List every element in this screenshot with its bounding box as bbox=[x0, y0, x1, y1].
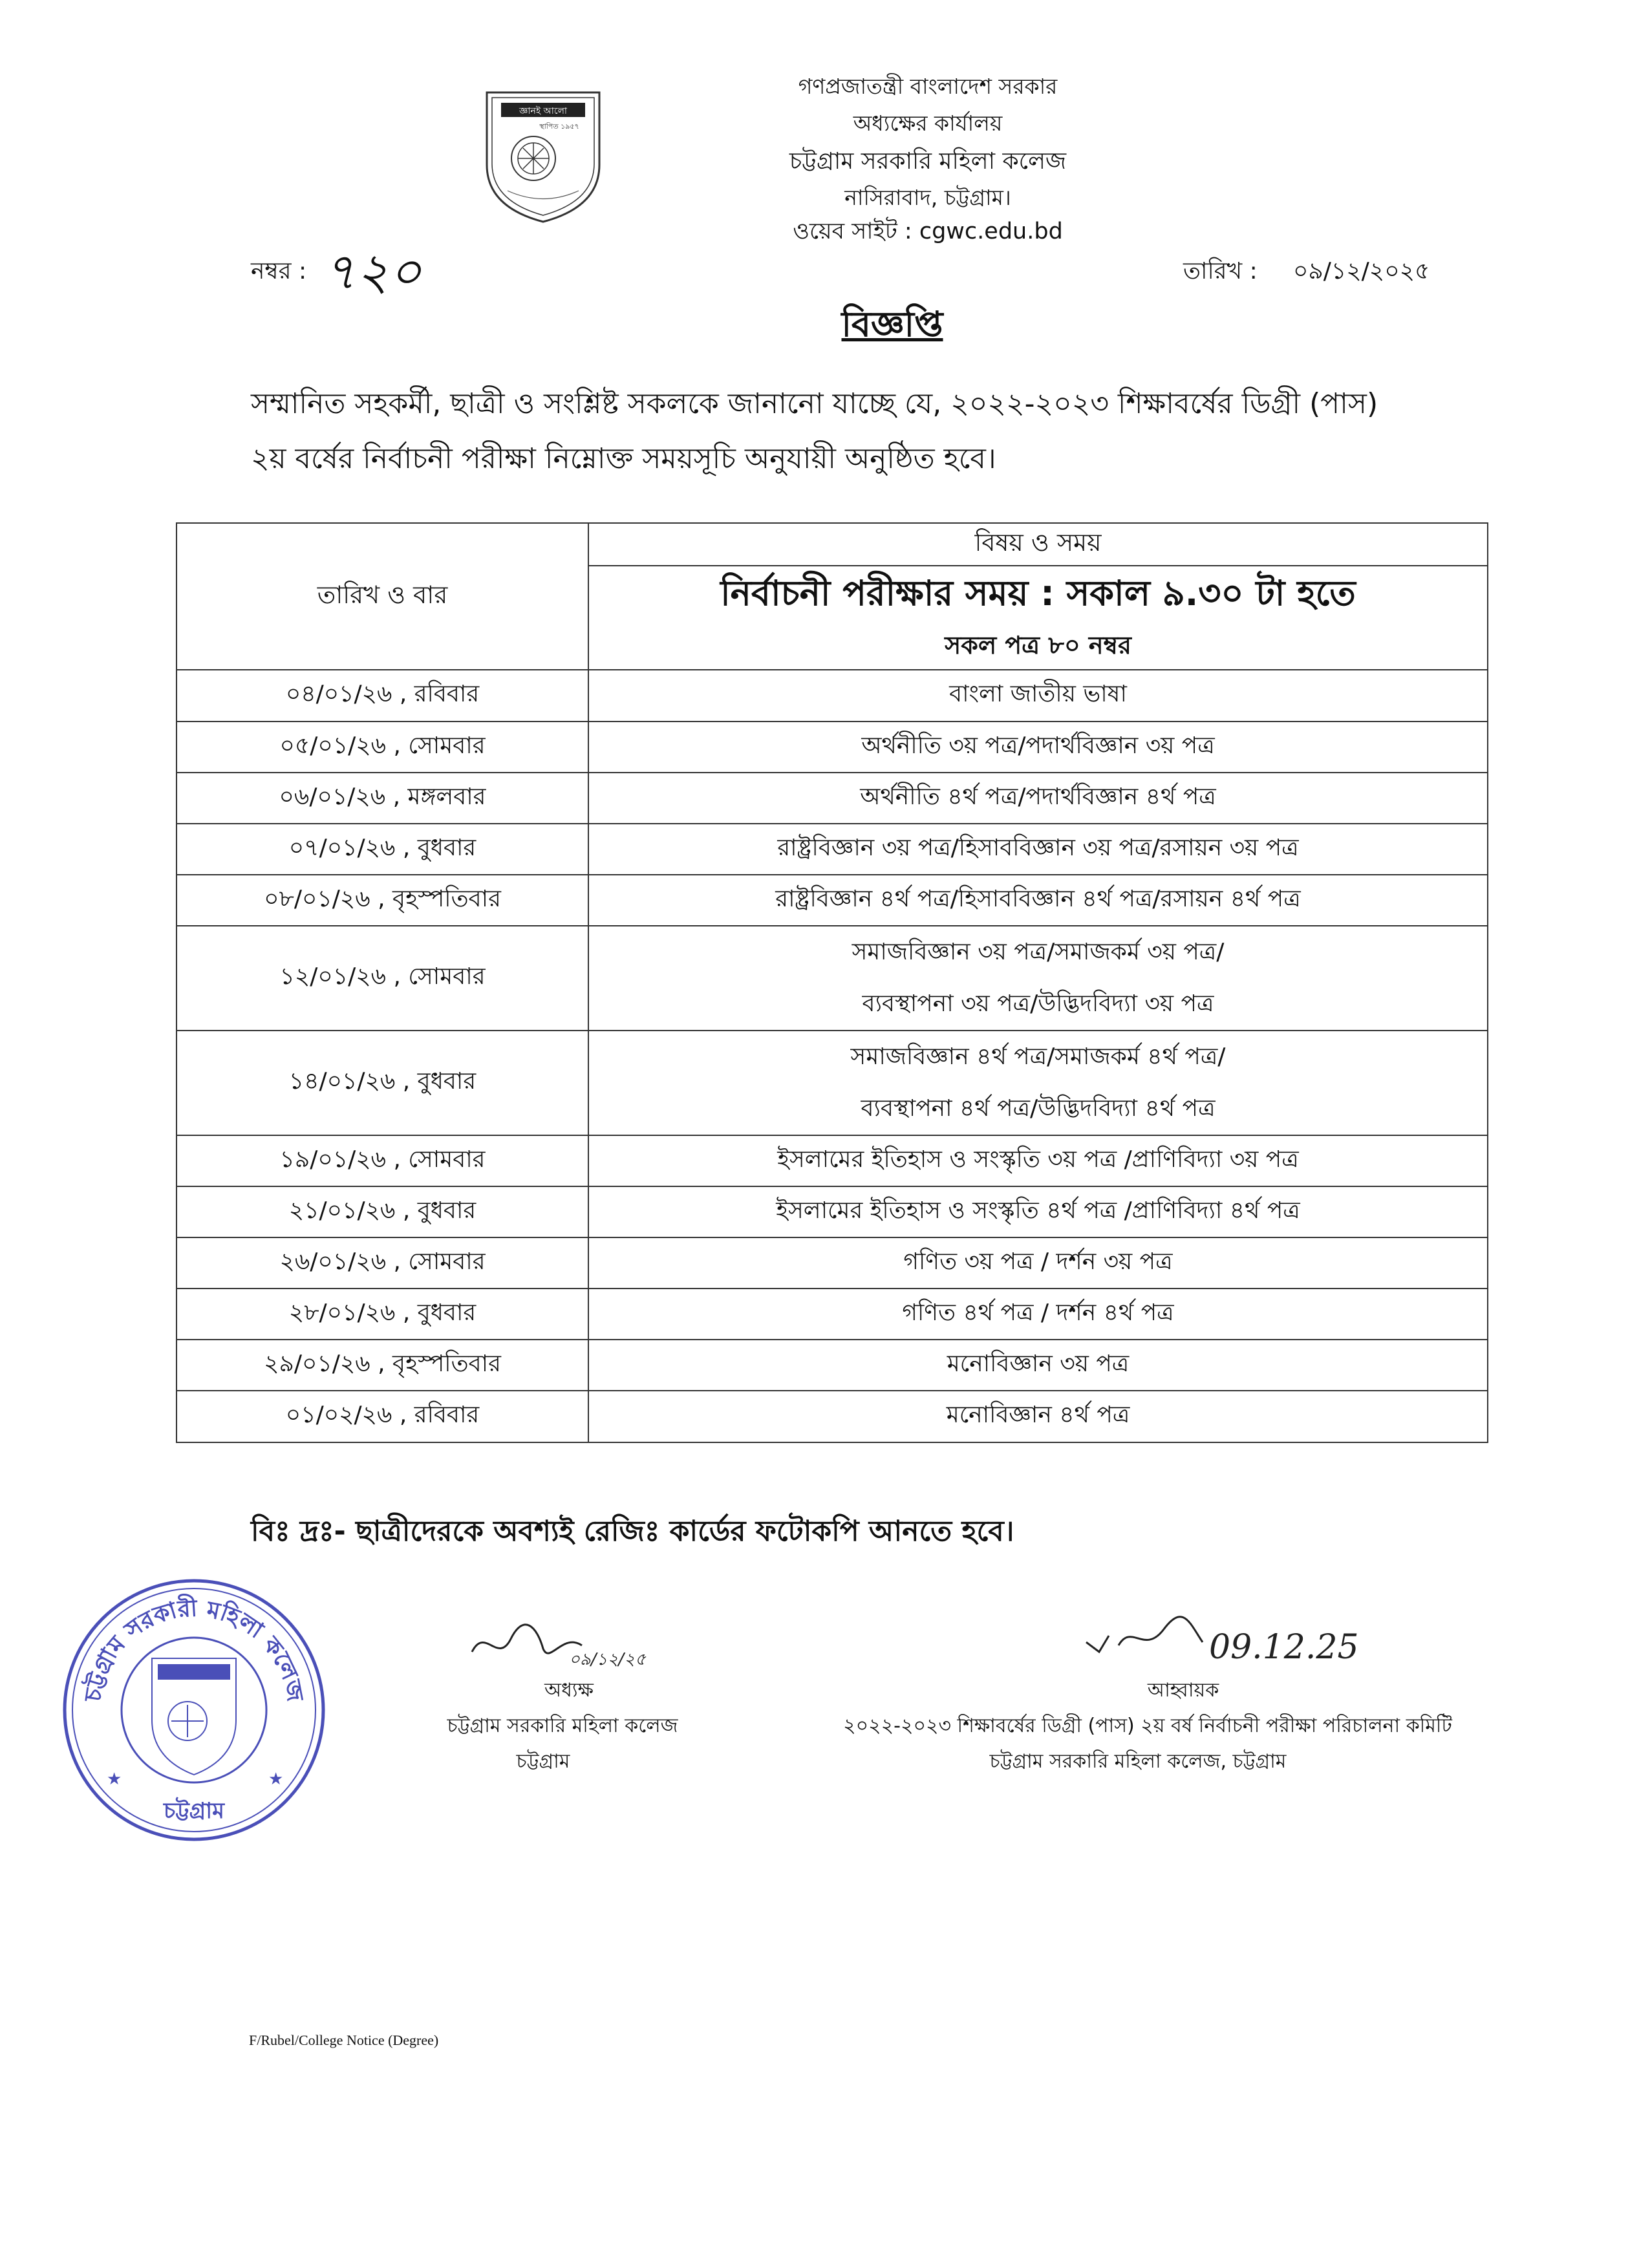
table-row bbox=[177, 773, 1488, 824]
row-subject: ইসলামের ইতিহাস ও সংস্কৃতি ৪র্থ পত্র /প্রাণিবিদ্যা ৪র্থ পত্র bbox=[588, 1186, 1488, 1237]
principal-org: চট্টগ্রাম সরকারি মহিলা কলেজ bbox=[447, 1715, 678, 1737]
table-row bbox=[177, 1391, 1488, 1442]
principal-title: অধ্যক্ষ bbox=[544, 1679, 594, 1702]
intro-line-2: ২য় বর্ষের নির্বাচনী পরীক্ষা নিম্নোক্ত সময়সূচি অনুযায়ী অনুষ্ঠিত হবে। bbox=[251, 442, 996, 475]
table-row bbox=[177, 926, 1488, 1031]
row-date: ০৮/০১/২৬ , বৃহস্পতিবার bbox=[177, 875, 588, 926]
row-subject bbox=[588, 926, 1488, 1031]
row-date: ২৯/০১/২৬ , বৃহস্পতিবার bbox=[177, 1340, 588, 1391]
row-subject bbox=[588, 1031, 1488, 1135]
row-date: ১৯/০১/২৬ , সোমবার bbox=[177, 1135, 588, 1186]
college-address: নাসিরাবাদ, চট্টগ্রাম। bbox=[844, 185, 1011, 210]
row-subject: অর্থনীতি ৩য় পত্র/পদার্থবিজ্ঞান ৩য় পত্র bbox=[588, 722, 1488, 773]
office-header: অধ্যক্ষের কার্যালয় bbox=[853, 111, 1003, 136]
principal-signature bbox=[459, 1613, 653, 1678]
row-subject: গণিত ৪র্থ পত্র / দর্শন ৪র্থ পত্র bbox=[588, 1289, 1488, 1340]
row-subject: রাষ্ট্রবিজ্ঞান ৩য় পত্র/হিসাববিজ্ঞান ৩য় পত্র/রসায়ন ৩য় পত্র bbox=[588, 824, 1488, 875]
committee-name: ২০২২-২০২৩ শিক্ষাবর্ষের ডিগ্রী (পাস) ২য় বর্ষ নির্বাচনী পরীক্ষা পরিচালনা কমিটি bbox=[843, 1715, 1452, 1737]
date-label: তারিখ : bbox=[1183, 258, 1258, 284]
row-date: ০৫/০১/২৬ , সোমবার bbox=[177, 722, 588, 773]
college-logo bbox=[482, 87, 605, 226]
table-row bbox=[177, 1237, 1488, 1289]
file-reference-footer: F/Rubel/College Notice (Degree) bbox=[249, 2032, 439, 2048]
row-subject-line-2: ব্যবস্থাপনা ৪র্থ পত্র/উদ্ভিদবিদ্যা ৪র্থ পত্র bbox=[861, 1095, 1216, 1122]
row-subject: বাংলা জাতীয় ভাষা bbox=[588, 670, 1488, 722]
logo-year: স্থাপিত ১৯৫৭ bbox=[539, 122, 579, 131]
college-name: চট্টগ্রাম সরকারি মহিলা কলেজ bbox=[789, 148, 1067, 175]
table-row bbox=[177, 1031, 1488, 1135]
row-date: ২৬/০১/২৬ , সোমবার bbox=[177, 1237, 588, 1289]
table-header-row bbox=[177, 523, 1488, 566]
row-subject: মনোবিজ্ঞান ৪র্থ পত্র bbox=[588, 1391, 1488, 1442]
row-date: ০১/০২/২৬ , রবিবার bbox=[177, 1391, 588, 1442]
exam-schedule-table bbox=[176, 522, 1488, 1443]
table-row bbox=[177, 1289, 1488, 1340]
table-row bbox=[177, 824, 1488, 875]
table-row bbox=[177, 875, 1488, 926]
govt-header: গণপ্রজাতন্ত্রী বাংলাদেশ সরকার bbox=[798, 74, 1058, 99]
date-column-header: তারিখ ও বার bbox=[177, 523, 588, 670]
row-subject: গণিত ৩য় পত্র / দর্শন ৩য় পত্র bbox=[588, 1237, 1488, 1289]
principal-place: চট্টগ্রাম bbox=[516, 1750, 570, 1773]
row-date: ০৬/০১/২৬ , মঙ্গলবার bbox=[177, 773, 588, 824]
table-row bbox=[177, 670, 1488, 722]
table-row bbox=[177, 722, 1488, 773]
subject-column-header: বিষয় ও সময় bbox=[588, 523, 1488, 566]
svg-text:★: ★ bbox=[268, 1770, 284, 1789]
row-date: ০৪/০১/২৬ , রবিবার bbox=[177, 670, 588, 722]
table-row bbox=[177, 1186, 1488, 1237]
stamp-ring-text: চট্টগ্রাম সরকারী মহিলা কলেজ bbox=[80, 1595, 308, 1704]
row-subject-line-2: ব্যবস্থাপনা ৩য় পত্র/উদ্ভিদবিদ্যা ৩য় পত্র bbox=[862, 990, 1214, 1017]
convener-org: চট্টগ্রাম সরকারি মহিলা কলেজ, চট্টগ্রাম bbox=[989, 1750, 1287, 1773]
principal-signature-date: ০৯/১২/২৫ bbox=[569, 1650, 646, 1669]
intro-line-1: সম্মানিত সহকর্মী, ছাত্রী ও সংশ্লিষ্ট সকলকে জানানো যাচ্ছে যে, ২০২২-২০২৩ শিক্ষাবর্ষের ডিগ্রী (পাস) bbox=[251, 387, 1378, 420]
row-date: ২৮/০১/২৬ , বুধবার bbox=[177, 1289, 588, 1340]
ref-number: ৭২০ bbox=[323, 243, 422, 301]
row-date: ০৭/০১/২৬ , বুধবার bbox=[177, 824, 588, 875]
convener-signature bbox=[1080, 1597, 1377, 1681]
notice-title: বিজ্ঞপ্তি bbox=[841, 304, 943, 345]
row-date: ২১/০১/২৬ , বুধবার bbox=[177, 1186, 588, 1237]
svg-text:★: ★ bbox=[107, 1770, 122, 1789]
exam-time-cell bbox=[588, 566, 1488, 625]
row-subject: অর্থনীতি ৪র্থ পত্র/পদার্থবিজ্ঞান ৪র্থ পত্র bbox=[588, 773, 1488, 824]
row-subject-line-1: সমাজবিজ্ঞান ৩য় পত্র/সমাজকর্ম ৩য় পত্র/ bbox=[852, 939, 1225, 965]
row-date: ১৪/০১/২৬ , বুধবার bbox=[177, 1031, 588, 1135]
table-row bbox=[177, 1135, 1488, 1186]
ref-number-label: নম্বর : bbox=[251, 258, 307, 284]
date-value: ০৯/১২/২০২৫ bbox=[1293, 258, 1430, 284]
row-subject-line-1: সমাজবিজ্ঞান ৪র্থ পত্র/সমাজকর্ম ৪র্থ পত্র/ bbox=[850, 1043, 1226, 1070]
logo-motto: জ্ঞানই আলো bbox=[519, 106, 567, 116]
marks-note: সকল পত্র ৮০ নম্বর bbox=[588, 625, 1488, 670]
college-website: ওয়েব সাইট : cgwc.edu.bd bbox=[793, 219, 1063, 244]
row-subject: মনোবিজ্ঞান ৩য় পত্র bbox=[588, 1340, 1488, 1391]
college-seal-stamp bbox=[55, 1571, 333, 1843]
row-subject: রাষ্ট্রবিজ্ঞান ৪র্থ পত্র/হিসাববিজ্ঞান ৪র্থ পত্র/রসায়ন ৪র্থ পত্র bbox=[588, 875, 1488, 926]
row-date: ১২/০১/২৬ , সোমবার bbox=[177, 926, 588, 1031]
convener-title: আহ্বায়ক bbox=[1147, 1679, 1219, 1702]
table-row bbox=[177, 1340, 1488, 1391]
important-note: বিঃ দ্রঃ- ছাত্রীদেরকে অবশ্যই রেজিঃ কার্ডের ফটোকপি আনতে হবে। bbox=[251, 1515, 1014, 1548]
row-subject: ইসলামের ইতিহাস ও সংস্কৃতি ৩য় পত্র /প্রাণিবিদ্যা ৩য় পত্র bbox=[588, 1135, 1488, 1186]
convener-signature-date: 09.12.25 bbox=[1209, 1628, 1359, 1667]
exam-time: নির্বাচনী পরীক্ষার সময় : সকাল ৯.৩০ টা হতে bbox=[720, 573, 1356, 614]
stamp-bottom-text: চট্টগ্রাম bbox=[164, 1798, 224, 1824]
